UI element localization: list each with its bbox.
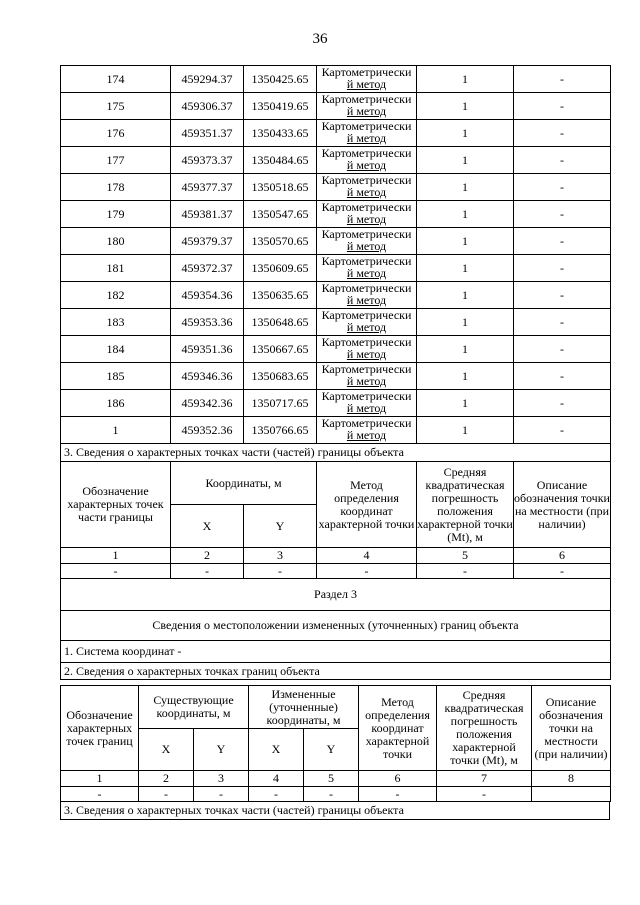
point-number: 185 <box>61 363 171 390</box>
method-cell <box>317 255 417 282</box>
table-row <box>61 147 611 174</box>
method-cell <box>317 309 417 336</box>
col-number: 1 <box>61 771 139 787</box>
mt-value: 1 <box>417 147 514 174</box>
table-row <box>61 282 611 309</box>
column-numbers-row <box>61 771 611 787</box>
table-row <box>61 255 611 282</box>
coord-y: 1350570.65 <box>244 228 317 255</box>
method-line: й метод <box>346 158 387 172</box>
col-number: 6 <box>359 771 437 787</box>
mt-value: 1 <box>417 201 514 228</box>
table-row <box>61 120 611 147</box>
section-3-subtitle: Сведения о местоположении измененных (уточненных) границ объекта <box>61 611 611 641</box>
method-cell <box>317 363 417 390</box>
mt-value: 1 <box>417 66 514 93</box>
col-number: 1 <box>61 548 171 564</box>
empty-cell: - <box>61 564 171 579</box>
empty-cell: - <box>61 787 139 802</box>
mt-value: 1 <box>417 282 514 309</box>
description: - <box>514 174 611 201</box>
method-line: й метод <box>346 320 387 334</box>
table-row <box>61 390 611 417</box>
table-row <box>61 66 611 93</box>
header-x: X <box>249 729 304 771</box>
method-cell <box>317 336 417 363</box>
changed-boundary-table <box>60 685 611 802</box>
method-cell <box>317 120 417 147</box>
coord-x: 459352.36 <box>171 417 244 444</box>
header-description: Описание обозначения точки на местности (при наличии) <box>532 686 611 771</box>
point-number: 1 <box>61 417 171 444</box>
table-row <box>61 201 611 228</box>
coord-x: 459351.37 <box>171 120 244 147</box>
section-3-title: Раздел 3 <box>61 579 611 611</box>
empty-cell: - <box>437 787 532 802</box>
point-number: 174 <box>61 66 171 93</box>
mt-value: 1 <box>417 120 514 147</box>
header-description: Описание обозначения точки на местности (при наличии) <box>514 462 611 548</box>
description: - <box>514 390 611 417</box>
column-numbers-row <box>61 548 611 564</box>
coordinate-system: 1. Система координат - <box>61 641 611 663</box>
method-line: й метод <box>346 185 387 199</box>
coord-y: 1350667.65 <box>244 336 317 363</box>
table-row <box>61 309 611 336</box>
method-line: Картометрически <box>321 119 412 133</box>
method-line: й метод <box>346 401 387 415</box>
mt-value: 1 <box>417 309 514 336</box>
part-boundary-title-section-3: 3. Сведения о характерных точках части (частей) границы объекта <box>61 802 610 820</box>
header-y: Y <box>194 729 249 771</box>
header-mt: Средняя квадратическая погрешность положения характерной точки (Mt), м <box>437 686 532 771</box>
empty-cell: - <box>139 787 194 802</box>
point-number: 180 <box>61 228 171 255</box>
header-y: Y <box>244 505 317 548</box>
point-number: 184 <box>61 336 171 363</box>
point-number: 182 <box>61 282 171 309</box>
empty-row <box>61 787 611 802</box>
header-mt: Средняя квадратическая погрешность положения характерной точки (Mt), м <box>417 462 514 548</box>
mt-value: 1 <box>417 417 514 444</box>
point-number: 178 <box>61 174 171 201</box>
empty-cell <box>532 787 611 802</box>
mt-value: 1 <box>417 228 514 255</box>
empty-cell: - <box>249 787 304 802</box>
coord-x: 459294.37 <box>171 66 244 93</box>
mt-value: 1 <box>417 93 514 120</box>
empty-cell: - <box>417 564 514 579</box>
coord-y: 1350484.65 <box>244 147 317 174</box>
empty-row <box>61 564 611 579</box>
part-boundary-footer <box>60 801 610 820</box>
coord-y: 1350518.65 <box>244 174 317 201</box>
header-method: Метод определения координат характерной точки <box>317 462 417 548</box>
coord-y: 1350425.65 <box>244 66 317 93</box>
header-x: X <box>139 729 194 771</box>
point-number: 186 <box>61 390 171 417</box>
coord-y: 1350766.65 <box>244 417 317 444</box>
header-designation: Обозначение характерных точек части границы <box>61 462 171 548</box>
mt-value: 1 <box>417 363 514 390</box>
col-number: 7 <box>437 771 532 787</box>
method-line: Картометрически <box>321 308 412 322</box>
table-row <box>61 417 611 444</box>
method-line: й метод <box>346 239 387 253</box>
header-y: Y <box>304 729 359 771</box>
method-line: Картометрически <box>321 92 412 106</box>
method-line: Картометрически <box>321 281 412 295</box>
point-number: 177 <box>61 147 171 174</box>
point-number: 183 <box>61 309 171 336</box>
description: - <box>514 147 611 174</box>
col-number: 6 <box>514 548 611 564</box>
description: - <box>514 228 611 255</box>
col-number: 4 <box>249 771 304 787</box>
coord-y: 1350648.65 <box>244 309 317 336</box>
col-number: 5 <box>304 771 359 787</box>
method-line: Картометрически <box>321 254 412 268</box>
coord-y: 1350717.65 <box>244 390 317 417</box>
points-table <box>60 65 611 680</box>
coord-x: 459306.37 <box>171 93 244 120</box>
method-line: Картометрически <box>321 227 412 241</box>
method-line: й метод <box>346 293 387 307</box>
col-number: 4 <box>317 548 417 564</box>
mt-value: 1 <box>417 390 514 417</box>
method-line: Картометрически <box>321 389 412 403</box>
method-cell <box>317 174 417 201</box>
col-number: 3 <box>244 548 317 564</box>
description: - <box>514 255 611 282</box>
coord-y: 1350419.65 <box>244 93 317 120</box>
method-line: Картометрически <box>321 416 412 430</box>
col-number: 2 <box>171 548 244 564</box>
method-line: й метод <box>346 428 387 442</box>
method-cell <box>317 228 417 255</box>
coord-x: 459377.37 <box>171 174 244 201</box>
point-number: 179 <box>61 201 171 228</box>
method-line: й метод <box>346 266 387 280</box>
description: - <box>514 66 611 93</box>
part-boundary-title: 3. Сведения о характерных точках части (частей) границы объекта <box>61 444 611 462</box>
method-line: Картометрически <box>321 362 412 376</box>
mt-value: 1 <box>417 174 514 201</box>
coord-x: 459381.37 <box>171 201 244 228</box>
header-changed-coordinates: Измененные (уточненные) координаты, м <box>249 686 359 729</box>
header-coordinates: Координаты, м <box>171 462 317 505</box>
empty-cell: - <box>304 787 359 802</box>
coord-x: 459342.36 <box>171 390 244 417</box>
page-number: 36 <box>312 31 328 47</box>
description: - <box>514 336 611 363</box>
method-line: Картометрически <box>321 65 412 79</box>
description: - <box>514 363 611 390</box>
method-line: й метод <box>346 212 387 226</box>
empty-cell: - <box>244 564 317 579</box>
description: - <box>514 120 611 147</box>
point-number: 175 <box>61 93 171 120</box>
description: - <box>514 417 611 444</box>
coord-x: 459379.37 <box>171 228 244 255</box>
col-number: 2 <box>139 771 194 787</box>
method-cell <box>317 417 417 444</box>
point-number: 181 <box>61 255 171 282</box>
method-line: й метод <box>346 104 387 118</box>
description: - <box>514 309 611 336</box>
header-existing-coordinates: Существующие координаты, м <box>139 686 249 729</box>
boundary-points-title: 2. Сведения о характерных точках границ объекта <box>61 663 611 680</box>
coord-y: 1350609.65 <box>244 255 317 282</box>
point-number: 176 <box>61 120 171 147</box>
table-row <box>61 174 611 201</box>
mt-value: 1 <box>417 336 514 363</box>
method-line: й метод <box>346 374 387 388</box>
col-number: 8 <box>532 771 611 787</box>
table-row <box>61 336 611 363</box>
coord-y: 1350635.65 <box>244 282 317 309</box>
method-line: Картометрически <box>321 200 412 214</box>
method-cell <box>317 390 417 417</box>
method-cell <box>317 147 417 174</box>
method-line: й метод <box>346 131 387 145</box>
empty-cell: - <box>317 564 417 579</box>
method-line: й метод <box>346 347 387 361</box>
method-cell <box>317 66 417 93</box>
method-cell <box>317 93 417 120</box>
header-designation: Обозначение характерных точек границ <box>61 686 139 771</box>
mt-value: 1 <box>417 255 514 282</box>
coord-x: 459353.36 <box>171 309 244 336</box>
coord-x: 459354.36 <box>171 282 244 309</box>
method-line: Картометрически <box>321 146 412 160</box>
coord-y: 1350547.65 <box>244 201 317 228</box>
coord-y: 1350433.65 <box>244 120 317 147</box>
col-number: 3 <box>194 771 249 787</box>
coord-x: 459372.37 <box>171 255 244 282</box>
method-cell <box>317 282 417 309</box>
description: - <box>514 282 611 309</box>
method-line: Картометрически <box>321 173 412 187</box>
coord-x: 459351.36 <box>171 336 244 363</box>
table-row <box>61 93 611 120</box>
table-row <box>61 363 611 390</box>
method-line: й метод <box>346 77 387 91</box>
empty-cell: - <box>514 564 611 579</box>
method-line: Картометрически <box>321 335 412 349</box>
col-number: 5 <box>417 548 514 564</box>
description: - <box>514 201 611 228</box>
empty-cell: - <box>171 564 244 579</box>
method-cell <box>317 201 417 228</box>
empty-cell: - <box>359 787 437 802</box>
coord-x: 459346.36 <box>171 363 244 390</box>
coord-x: 459373.37 <box>171 147 244 174</box>
coord-y: 1350683.65 <box>244 363 317 390</box>
header-x: X <box>171 505 244 548</box>
description: - <box>514 93 611 120</box>
header-method: Метод определения координат характерной точки <box>359 686 437 771</box>
table-row <box>61 228 611 255</box>
empty-cell: - <box>194 787 249 802</box>
